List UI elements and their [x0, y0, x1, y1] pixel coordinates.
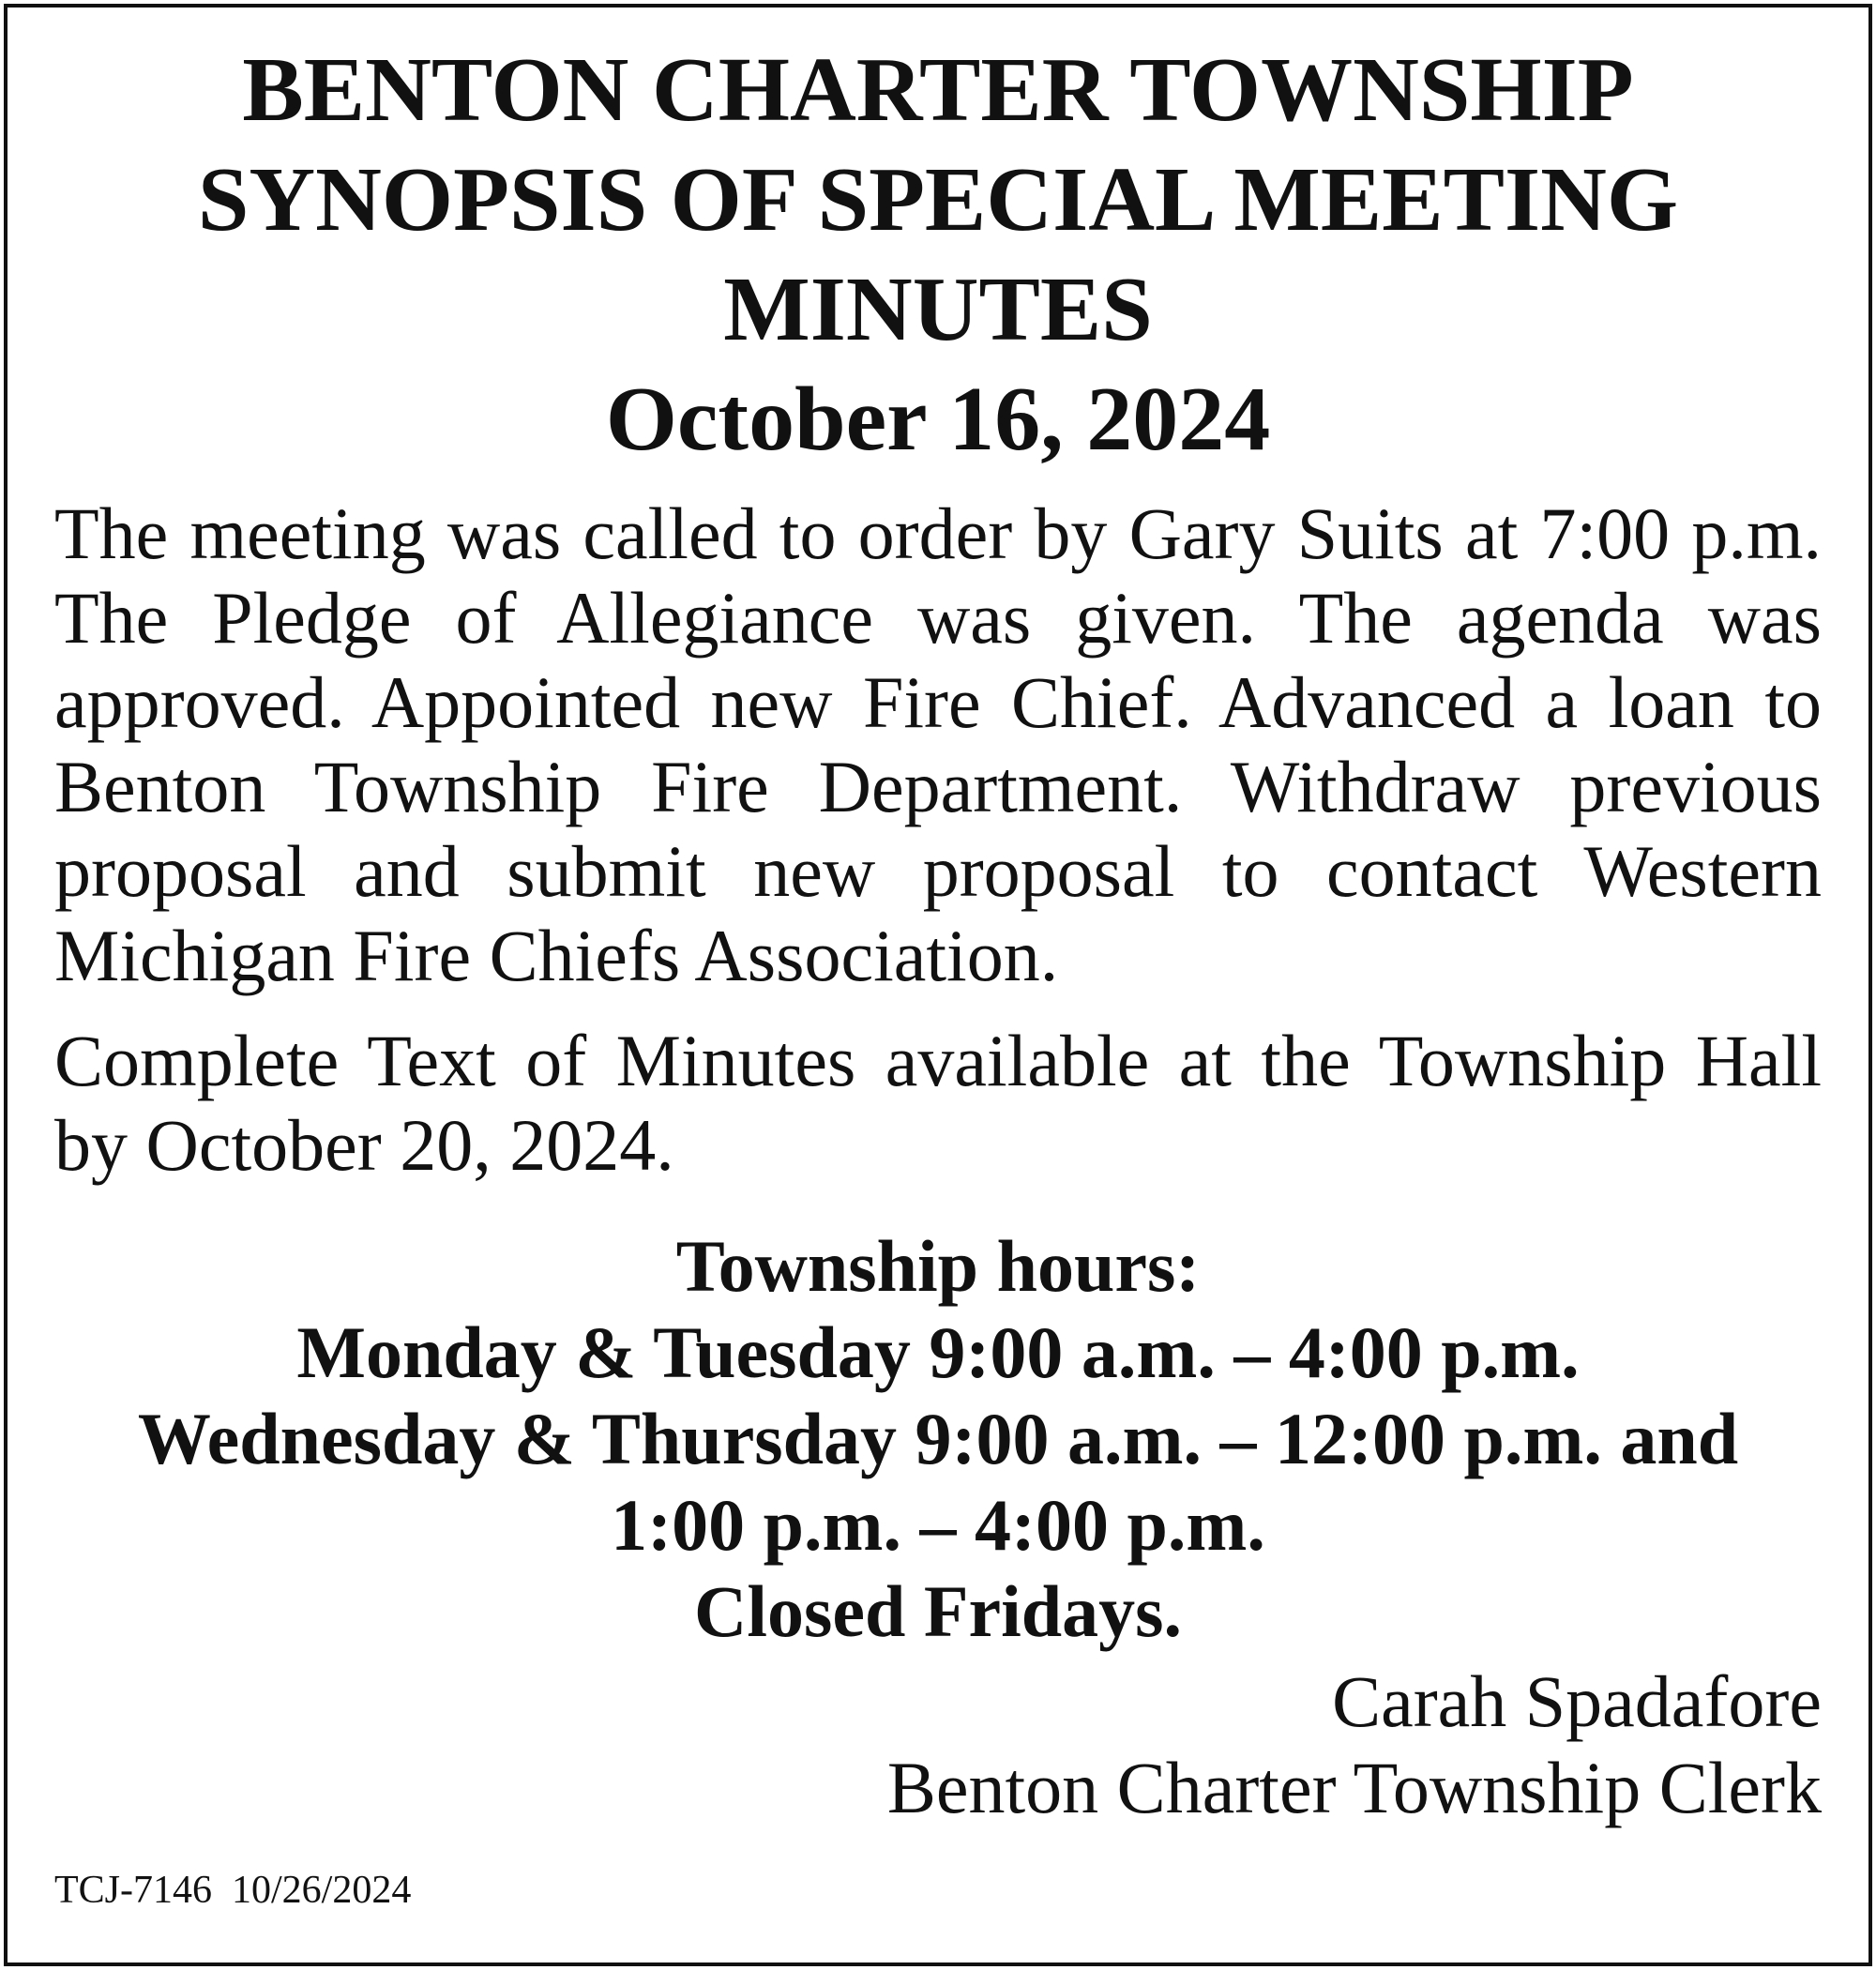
title-line-2: SYNOPSIS OF SPECIAL MEETING: [197, 149, 1679, 250]
clerk-name: Carah Spadafore: [1332, 1660, 1822, 1742]
minutes-summary-paragraph: The meeting was called to order by Gary Suits at 7:00 p.m. The Pledge of Allegiance was given. The agenda was approved. Appointed new Fire Chief. Advanced a loan to Benton Township Fire Department. Withdraw previous proposal and submit new proposal to contact Western Michigan Fire Chiefs Association.: [54, 492, 1822, 996]
township-hours: [54, 1223, 1822, 1655]
title-line-3: MINUTES: [723, 259, 1153, 360]
hours-wednesday-thursday-afternoon: 1:00 p.m. – 4:00 p.m.: [611, 1484, 1265, 1566]
hours-monday-tuesday: Monday & Tuesday 9:00 a.m. – 4:00 p.m.: [296, 1311, 1580, 1393]
title-line-1: BENTON CHARTER TOWNSHIP: [242, 39, 1634, 141]
clerk-signature: [54, 1659, 1822, 1831]
hours-closed-fridays: Closed Fridays.: [693, 1570, 1183, 1652]
notice-content: [54, 36, 1822, 1831]
clerk-title: Benton Charter Township Clerk: [886, 1747, 1822, 1828]
publication-reference: TCJ-7146 10/26/2024: [54, 1869, 412, 1912]
minutes-availability-paragraph: Complete Text of Minutes available at the Township Hall by October 20, 2024.: [54, 1020, 1822, 1186]
legal-notice-frame: [4, 4, 1872, 1966]
meeting-date: October 16, 2024: [605, 369, 1271, 470]
hours-wednesday-thursday-morning: Wednesday & Thursday 9:00 a.m. – 12:00 p.m. and: [137, 1398, 1739, 1479]
hours-heading: Township hours:: [675, 1225, 1201, 1307]
notice-title: [54, 36, 1822, 475]
